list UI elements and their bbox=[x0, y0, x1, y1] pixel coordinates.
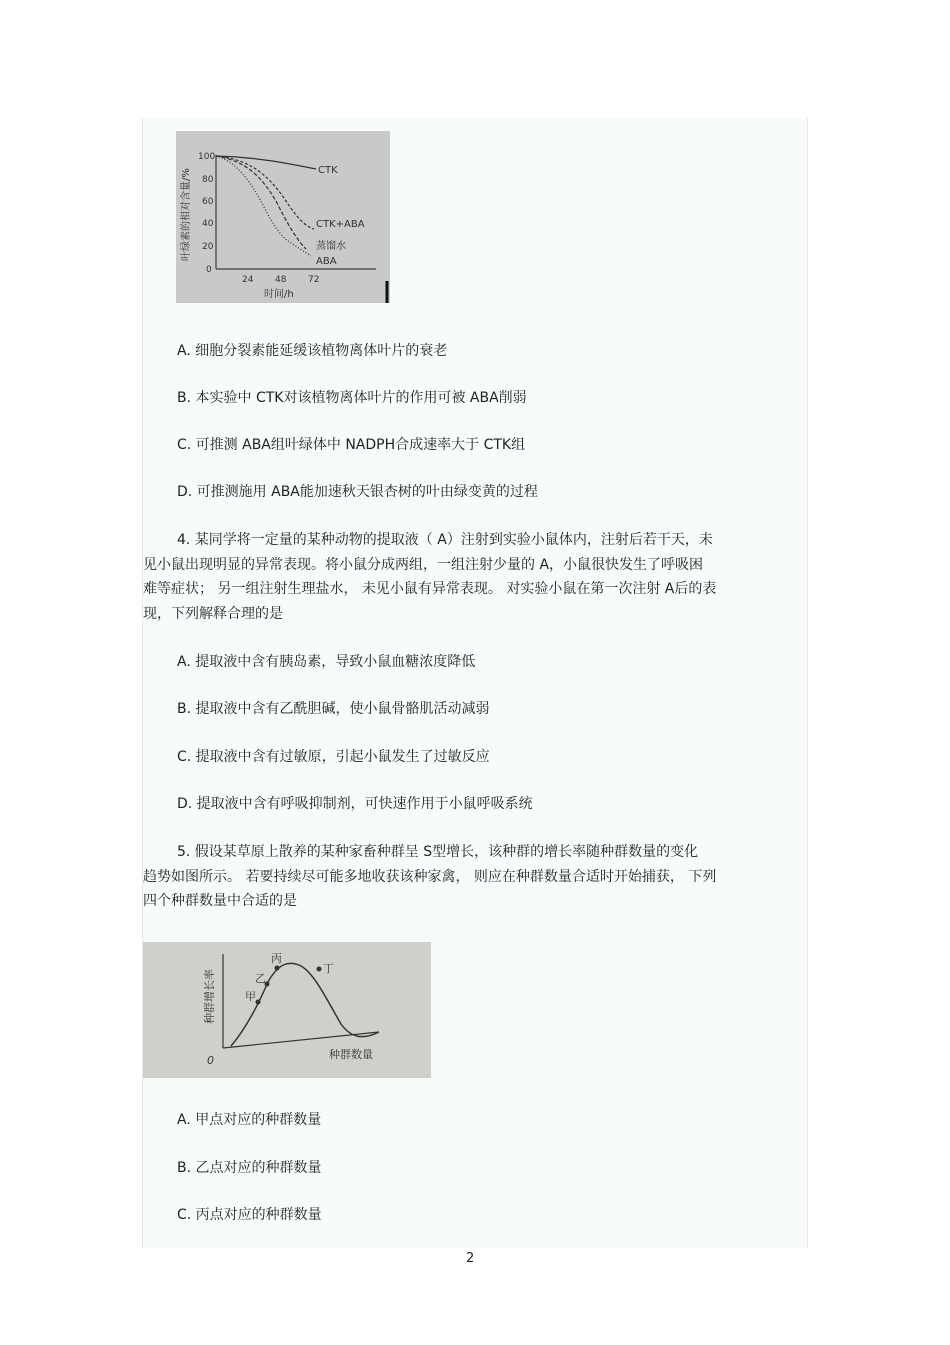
q4-stem-line: 4. 某同学将一定量的某种动物的提取液（ A）注射到实验小鼠体内，注射后若干天，未 bbox=[177, 532, 713, 548]
y-tick: 40 bbox=[202, 219, 214, 229]
q4-option-b: B. 提取液中含有乙酰胆碱，使小鼠骨骼肌活动减弱 bbox=[177, 701, 490, 717]
q5-stem-line: 四个种群数量中合适的是 bbox=[143, 893, 297, 909]
y-tick: 100 bbox=[198, 152, 216, 162]
q5-option-a: A. 甲点对应的种群数量 bbox=[177, 1112, 322, 1128]
y-axis-label: 种群增长率 bbox=[203, 969, 216, 1024]
point-bing bbox=[275, 966, 280, 971]
x-axis-label: 时间/h bbox=[264, 289, 294, 300]
q3-option-c: C. 可推测 ABA组叶绿体中 NADPH合成速率大于 CTK组 bbox=[177, 437, 526, 453]
q3-option-a: A. 细胞分裂素能延缓该植物离体叶片的衰老 bbox=[177, 343, 448, 359]
q4-option-d: D. 提取液中含有呼吸抑制剂，可快速作用于小鼠呼吸系统 bbox=[177, 796, 533, 812]
q4-stem-line: 见小鼠出现明显的异常表现。将小鼠分成两组，一组注射少量的 A，小鼠很快发生了呼吸困 bbox=[143, 557, 704, 573]
growth-rate-chart bbox=[143, 942, 431, 1078]
q5-option-c: C. 丙点对应的种群数量 bbox=[177, 1207, 322, 1223]
series-label: ABA bbox=[316, 256, 337, 267]
q3-option-d: D. 可推测施用 ABA能加速秋天银杏树的叶由绿变黄的过程 bbox=[177, 484, 538, 500]
point-label: 丙 bbox=[271, 952, 282, 965]
series-label: 蒸馏水 bbox=[316, 241, 346, 252]
y-tick: 20 bbox=[202, 242, 214, 252]
x-tick: 48 bbox=[275, 275, 287, 285]
q4-option-c: C. 提取液中含有过敏原，引起小鼠发生了过敏反应 bbox=[177, 749, 490, 765]
point-label: 乙 bbox=[255, 972, 266, 985]
point-label: 丁 bbox=[323, 962, 334, 975]
x-axis-label: 种群数量 bbox=[329, 1048, 373, 1061]
y-tick: 0 bbox=[206, 265, 212, 275]
page-number: 2 bbox=[466, 1251, 475, 1266]
y-tick: 80 bbox=[202, 175, 214, 185]
q5-option-b: B. 乙点对应的种群数量 bbox=[177, 1160, 322, 1176]
q5-stem-line: 趋势如图所示。 若要持续尽可能多地收获该种家禽， 则应在种群数量合适时开始捕获， 下列 bbox=[143, 869, 717, 885]
y-axis-label: 叶绿素的相对含量/% bbox=[181, 168, 192, 261]
series-label: CTK+ABA bbox=[316, 219, 365, 230]
series-label: CTK bbox=[318, 165, 338, 176]
q4-stem-line: 现，下列解释合理的是 bbox=[143, 606, 283, 622]
point-jia bbox=[256, 1000, 261, 1005]
point-label: 甲 bbox=[245, 990, 256, 1003]
q5-stem-line: 5. 假设某草原上散养的某种家畜种群呈 S型增长，该种群的增长率随种群数量的变化 bbox=[177, 844, 699, 860]
q4-option-a: A. 提取液中含有胰岛素，导致小鼠血糖浓度降低 bbox=[177, 654, 476, 670]
x-tick: 24 bbox=[242, 275, 254, 285]
point-ding bbox=[317, 967, 322, 972]
q4-stem-line: 难等症状； 另一组注射生理盐水， 未见小鼠有异常表现。 对实验小鼠在第一次注射 A后的表 bbox=[143, 581, 717, 597]
origin-label: 0 bbox=[207, 1054, 214, 1067]
q3-option-b: B. 本实验中 CTK对该植物离体叶片的作用可被 ABA削弱 bbox=[177, 390, 527, 406]
chlorophyll-chart bbox=[176, 131, 390, 303]
x-tick: 72 bbox=[308, 275, 320, 285]
y-tick: 60 bbox=[202, 197, 214, 207]
